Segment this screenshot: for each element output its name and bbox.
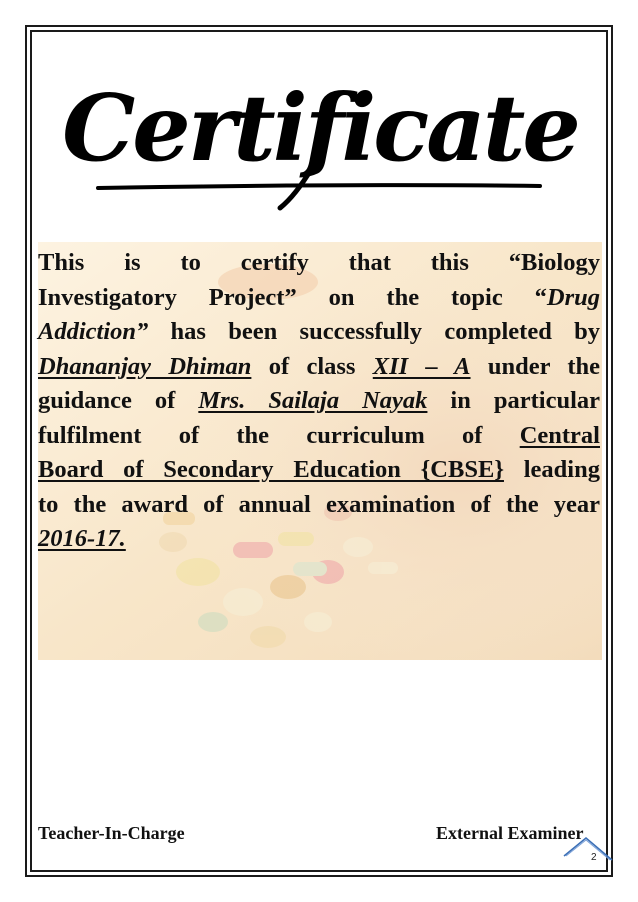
body-line-5 xyxy=(38,384,600,419)
teacher-name: Mrs. Sailaja Nayak xyxy=(198,387,428,414)
body-text-fragment: has been successfully completed by xyxy=(148,318,600,345)
certificate-title-text: Certificate xyxy=(62,74,578,182)
body-text-fragment: to the award of annual examination of the year xyxy=(38,490,600,518)
external-examiner-label: External Examiner xyxy=(436,823,584,843)
body-text-fragment: leading xyxy=(503,456,600,483)
academic-year: 2016-17. xyxy=(38,525,126,552)
title-flourish-underline xyxy=(98,185,540,188)
board-name-part: Board of Secondary Education {CBSE} xyxy=(38,456,504,483)
body-text-fragment: in particular xyxy=(427,387,601,414)
student-name: Dhananjay Dhiman xyxy=(38,352,252,380)
page-corner-icon xyxy=(562,836,612,876)
body-text-fragment: fulfilment of the curriculum of xyxy=(38,421,520,449)
body-text-fragment: guidance of xyxy=(38,387,199,414)
body-text-fragment: This is to certify that this “Biology xyxy=(38,249,600,276)
body-line-1 xyxy=(38,246,600,281)
body-text-fragment: Investigatory Project” on the topic “ xyxy=(38,283,547,311)
certificate-body xyxy=(38,246,600,557)
certificate-title xyxy=(62,48,578,208)
project-topic-part: Addiction” xyxy=(38,318,149,345)
body-line-9 xyxy=(38,522,600,557)
body-text-fragment: of class xyxy=(251,352,373,380)
body-line-8 xyxy=(38,488,600,523)
teacher-in-charge-label: Teacher-In-Charge xyxy=(38,823,185,843)
body-line-4 xyxy=(38,350,600,385)
body-text-fragment: under the xyxy=(470,352,601,380)
body-line-3 xyxy=(38,315,600,350)
student-class: XII – A xyxy=(372,352,471,380)
page-number-badge xyxy=(562,836,612,876)
board-name-part: Central xyxy=(519,421,600,449)
project-topic-part: Drug xyxy=(546,283,600,311)
body-line-7 xyxy=(38,453,600,488)
body-line-2 xyxy=(38,281,600,316)
page-number: 2 xyxy=(591,852,597,863)
body-line-6 xyxy=(38,419,600,454)
